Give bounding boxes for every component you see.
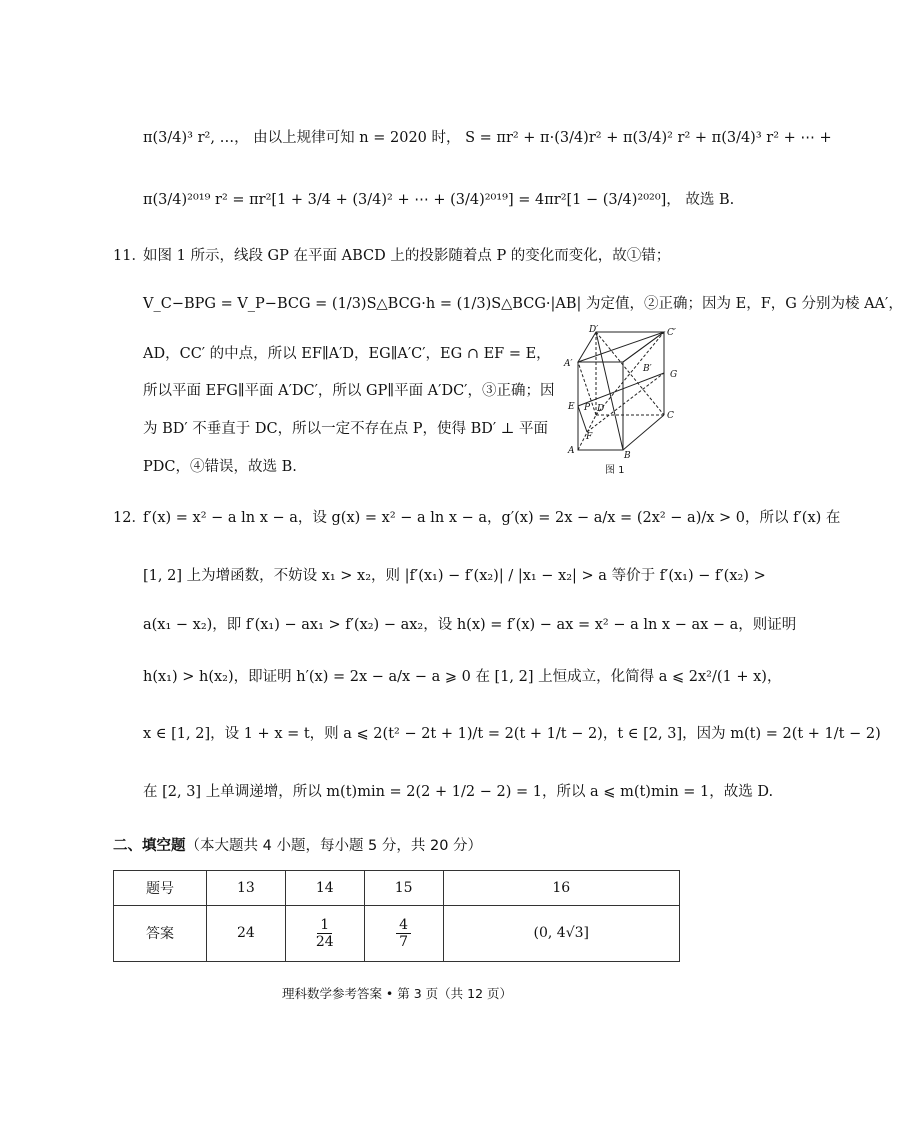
row-label-number: 题号 [114, 871, 207, 906]
q12-line-5: x ∈ [1, 2]，设 1 + x = t，则 a ⩽ 2(t² − 2t + 1)/t = 2(t + 1/t − 2)，t ∈ [2, 3]，因为 m(t) = 2(t + 1/t − 2) [143, 726, 881, 742]
q12-line-3: a(x₁ − x₂)，即 f′(x₁) − ax₁ > f′(x₂) − ax₂，设 h(x) = f′(x) − ax = x² − a ln x − ax − a，则证明 [143, 617, 797, 633]
section-heading [113, 834, 482, 855]
section-note: （本大题共 4 小题，每小题 5 分，共 20 分） [185, 838, 483, 854]
cell-ans-16: (0, 4√3] [443, 905, 679, 961]
section-title: 二、填空题 [113, 838, 186, 854]
cell-ans-14 [285, 905, 364, 961]
q11-number: 11． [113, 248, 146, 264]
figure-caption: 图 1 [605, 465, 625, 476]
q11-line-1: 如图 1 所示，线段 GP 在平面 ABCD 上的投影随着点 P 的变化而变化，故①错； [143, 248, 671, 264]
cell-num-16: 16 [443, 871, 679, 906]
fraction-numerator: 4 [396, 917, 411, 934]
fraction-denominator: 24 [315, 933, 334, 950]
answer-table [113, 870, 680, 962]
fraction-15 [396, 917, 411, 950]
q12-line-1: f′(x) = x² − a ln x − a，设 g(x) = x² − a ln x − a，g′(x) = 2x − a/x = (2x² − a)/x > 0，所以 f′(x) 在 [143, 510, 841, 526]
table-row [114, 905, 680, 961]
q11-line-2: V_C−BPG = V_P−BCG = (1/3)S△BCG·h = (1/3)S△BCG·|AB| 为定值，②正确；因为 E，F，G 分别为棱 AA′， [143, 296, 903, 312]
fraction-numerator: 1 [317, 917, 332, 934]
cell-num-15: 15 [364, 871, 443, 906]
q12-line-4: h(x₁) > h(x₂)，即证明 h′(x) = 2x − a/x − a ⩾ 0 在 [1, 2] 上恒成立，化简得 a ⩽ 2x²/(1 + x)， [143, 669, 782, 685]
table-row [114, 871, 680, 906]
label-P: P [584, 403, 591, 413]
row-label-answer: 答案 [114, 905, 207, 961]
q11-line-6: PDC，④错误，故选 B. [143, 459, 297, 475]
label-Bp: B′ [643, 364, 652, 374]
q12-line-6: 在 [2, 3] 上单调递增，所以 m(t)min = 2(2 + 1/2 − 2) = 1，所以 a ⩽ m(t)min = 1，故选 D. [143, 784, 774, 800]
continuation-line-1: π(3/4)³ r², …， 由以上规律可知 n = 2020 时， S = πr² + π·(3/4)r² + π(3/4)² r² + π(3/4)³ r² + ⋯ + [143, 130, 832, 146]
q11-line-4: 所以平面 EFG∥平面 A′DC′，所以 GP∥平面 A′DC′，③正确；因 [143, 383, 555, 399]
q12-line-2: [1, 2] 上为增函数，不妨设 x₁ > x₂，则 |f′(x₁) − f′(x₂)| / |x₁ − x₂| > a 等价于 f′(x₁) − f′(x₂) > [143, 568, 766, 584]
label-F: F [586, 432, 593, 442]
label-D: D [597, 404, 605, 414]
q12-number: 12． [113, 510, 146, 526]
continuation-line-2: π(3/4)²⁰¹⁹ r² = πr²[1 + 3/4 + (3/4)² + ⋯ + (3/4)²⁰¹⁹] = 4πr²[1 − (3/4)²⁰²⁰]， 故选 B. [143, 192, 735, 208]
label-C: C [667, 411, 674, 421]
cell-num-13: 13 [207, 871, 286, 906]
q11-line-5: 为 BD′ 不垂直于 DC，所以一定不存在点 P，使得 BD′ ⊥ 平面 [143, 421, 549, 437]
label-B: B [624, 451, 631, 461]
cell-num-14: 14 [285, 871, 364, 906]
fraction-denominator: 7 [399, 933, 409, 950]
q11-line-3: AD，CC′ 的中点，所以 EF∥A′D，EG∥A′C′，EG ∩ EF = E， [143, 346, 551, 362]
label-Cp: C′ [667, 328, 676, 338]
page-footer: 理科数学参考答案 • 第 3 页（共 12 页） [281, 986, 513, 1001]
fraction-14 [316, 917, 334, 950]
cell-ans-15 [364, 905, 443, 961]
label-Dp: D′ [589, 325, 599, 335]
label-E: E [568, 402, 575, 412]
label-Ap: A′ [564, 359, 573, 369]
cube-figure [553, 325, 688, 475]
label-G: G [670, 370, 678, 380]
cell-ans-13: 24 [207, 905, 286, 961]
label-A: A [568, 446, 575, 456]
